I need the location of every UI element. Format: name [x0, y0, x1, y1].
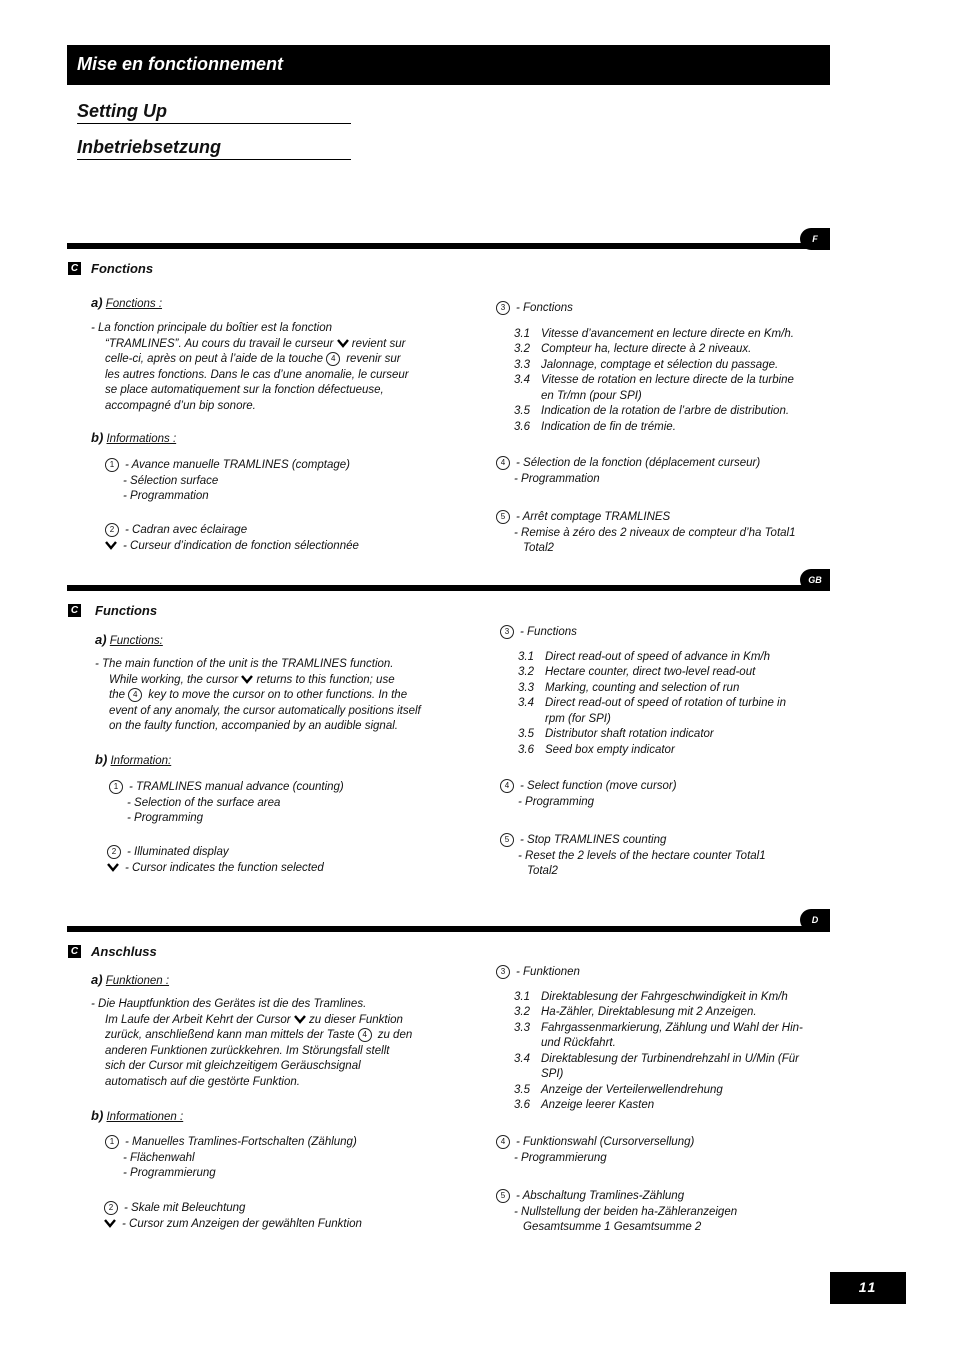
lang-badge-f: F: [800, 228, 830, 250]
header-bar: [67, 45, 830, 85]
circle-3-icon: 3: [496, 965, 510, 979]
paragraph-a: - Die Hauptfunktion des Gerätes ist die des Tramlines. Im Laufe der Arbeit Kehrt der Cursor zu dieser Funktion zurück, anschließend kann man mittels der Taste 4 zu den anderen Funktionen zurückkehren. Im Störungsfall stellt sich der Cursor mit gleichzeitigem Geräuschsignal automatisch auf die gestörte Funktion.: [91, 998, 413, 1088]
circle-1-icon: 1: [105, 458, 119, 472]
section-title: Functions: [95, 603, 158, 618]
circle-1-icon: 1: [109, 780, 123, 794]
circle-2-icon: 2: [104, 1201, 118, 1215]
info-1: 1 - TRAMLINES manual advance (counting) - Selection of the surface area - Programming: [109, 780, 344, 827]
section-title: Fonctions: [91, 261, 154, 276]
circle-3-icon: 3: [496, 301, 510, 315]
chevron-down-icon: [294, 1015, 306, 1024]
subhead-b: b) Informations :: [91, 430, 177, 445]
function-5: 5 - Arrêt comptage TRAMLINES - Remise à zéro des 2 niveaux de compteur d’ha Total1 Total2: [496, 510, 795, 557]
chevron-down-icon: [104, 1219, 116, 1228]
subtitle-en: Setting Up: [77, 101, 351, 124]
circle-2-icon: 2: [107, 845, 121, 859]
section-title: Anschluss: [91, 944, 157, 959]
function-5: 5 - Stop TRAMLINES counting - Reset the 2 levels of the hectare counter Total1 Total2: [500, 833, 766, 880]
circle-4-icon: 4: [500, 779, 514, 793]
circle-2-icon: 2: [105, 523, 119, 537]
section-rule-d: [67, 926, 830, 932]
paragraph-a: - La fonction principale du boîtier est la fonction “TRAMLINES”. Au cours du travail le curseur revient sur celle-ci, après on peut à l’aide de la touche 4 revenir sur les autres fonctions. Dans le cas d’une anomalie, le curseur se place automatiquement sur la fonction défectueuse, accompagné d’un bip sonore.: [91, 322, 409, 412]
chevron-down-icon: [105, 541, 117, 550]
subhead-a: a) Fonctions :: [91, 295, 163, 310]
info-2: 2 - Skale mit Beleuchtung - Cursor zum Anzeigen der gewählten Funktion: [104, 1201, 362, 1232]
chevron-down-icon: [107, 863, 119, 872]
section-marker: C: [68, 262, 81, 275]
circle-3-icon: 3: [500, 625, 514, 639]
info-2: 2 - Illuminated display - Cursor indicates the function selected: [107, 845, 324, 876]
paragraph-a: - The main function of the unit is the TRAMLINES function. While working, the cursor returns to this function; use the 4 key to move the cursor on to other functions. In the event of any anomaly, the cursor automatically positions itself on the faulty function, accompanied by an audible signal.: [95, 658, 421, 733]
page-title: Mise en fonctionnement: [77, 54, 284, 74]
section-marker: C: [68, 945, 81, 958]
subtitle-de: Inbetriebsetzung: [77, 137, 351, 160]
function-4: 4 - Funktionswahl (Cursorversellung) - Programmierung: [496, 1135, 694, 1166]
info-1: 1 - Avance manuelle TRAMLINES (comptage) - Sélection surface - Programmation: [105, 458, 350, 505]
function-4: 4 - Sélection de la fonction (déplacement curseur) - Programmation: [496, 456, 760, 487]
chevron-down-icon: [337, 339, 349, 348]
key-4-icon: 4: [128, 688, 142, 702]
lang-badge-d: D: [800, 909, 830, 931]
circle-4-icon: 4: [496, 456, 510, 470]
functions-list: 3 - Fonctions 3.1 Vitesse d’avancement en lecture directe en Km/h. 3.2 Compteur ha, lecture directe à 2 niveaux. 3.3 Jalonnage, comptage et sélection du passage. 3.4 Vitesse de rotation en lecture directe de la turbine en Tr/mn (pour SPI) 3.5 Indication de la rotation de l’arbre de distribution. 3.6 Indication de fin de trémie.: [496, 301, 794, 435]
subhead-a: a) Functions:: [95, 632, 163, 647]
subhead-b: b) Informationen :: [91, 1108, 184, 1123]
circle-5-icon: 5: [496, 1189, 510, 1203]
functions-list: 3 - Funktionen 3.1 Direktablesung der Fahrgeschwindigkeit in Km/h 3.2 Ha-Zähler, Direktablesung mit 2 Anzeigen. 3.3 Fahrgassenmarkierung, Zählung und Wahl der Hin- und Rückfahrt. 3.4 Direktablesung der Turbinendrehzahl in U/Min (Für SPI) 3.5 Anzeige der Verteilerwellendrehung 3.6 Anzeige leerer Kasten: [496, 965, 803, 1114]
functions-list: 3 - Functions 3.1 Direct read-out of speed of advance in Km/h 3.2 Hectare counter, direct two-level read-out 3.3 Marking, counting and selection of run 3.4 Direct read-out of speed of rotation of turbine in rpm (for SPI) 3.5 Distributor shaft rotation indicator 3.6 Seed box empty indicator: [500, 625, 786, 758]
circle-1-icon: 1: [105, 1135, 119, 1149]
function-5: 5 - Abschaltung Tramlines-Zählung - Nullstellung der beiden ha-Zähleranzeigen Gesamtsumme 1 Gesamtsumme 2: [496, 1189, 737, 1236]
info-1: 1 - Manuelles Tramlines-Fortschalten (Zählung) - Flächenwahl - Programmierung: [105, 1135, 357, 1182]
subhead-b: b) Information:: [95, 752, 172, 767]
circle-4-icon: 4: [496, 1135, 510, 1149]
section-rule-f: [67, 243, 830, 249]
circle-5-icon: 5: [500, 833, 514, 847]
section-rule-gb: [67, 585, 830, 591]
key-4-icon: 4: [358, 1028, 372, 1042]
chevron-down-icon: [241, 675, 253, 684]
lang-badge-gb: GB: [800, 569, 830, 591]
info-2: 2 - Cadran avec éclairage - Curseur d’indication de fonction sélectionnée: [105, 523, 359, 554]
subhead-a: a) Funktionen :: [91, 972, 170, 987]
key-4-icon: 4: [326, 352, 340, 366]
circle-5-icon: 5: [496, 510, 510, 524]
function-4: 4 - Select function (move cursor) - Programming: [500, 779, 677, 810]
page-number: 11: [830, 1272, 906, 1304]
section-marker: C: [68, 604, 81, 617]
